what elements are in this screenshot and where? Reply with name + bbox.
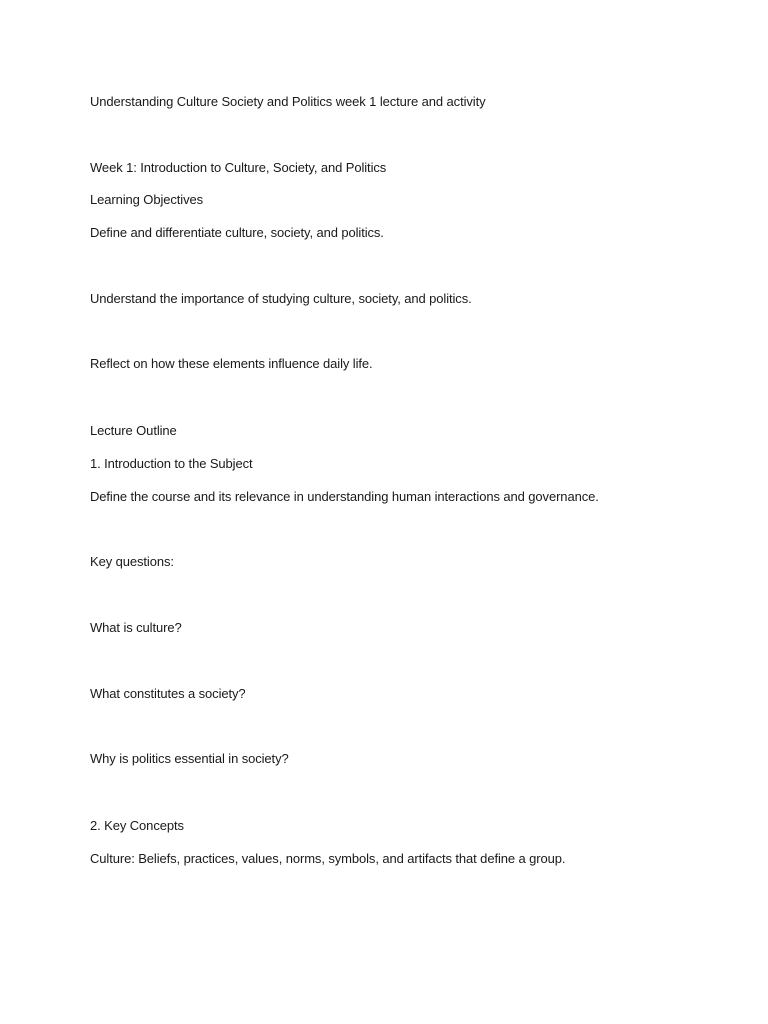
objective-item: Understand the importance of studying culture, society, and politics. bbox=[90, 291, 472, 306]
objective-item: Reflect on how these elements influence daily life. bbox=[90, 356, 373, 371]
section-description: Define the course and its relevance in understanding human interactions and governance. bbox=[90, 489, 599, 504]
key-question-item: What constitutes a society? bbox=[90, 686, 246, 701]
key-question-item: What is culture? bbox=[90, 620, 182, 635]
lecture-outline-heading: Lecture Outline bbox=[90, 423, 177, 438]
section-heading: 1. Introduction to the Subject bbox=[90, 456, 253, 471]
document-title: Understanding Culture Society and Politics week 1 lecture and activity bbox=[90, 94, 486, 109]
culture-definition: Culture: Beliefs, practices, values, norms, symbols, and artifacts that define a group. bbox=[90, 851, 566, 866]
learning-objectives-heading: Learning Objectives bbox=[90, 192, 203, 207]
section-heading: 2. Key Concepts bbox=[90, 818, 184, 833]
objective-item: Define and differentiate culture, society, and politics. bbox=[90, 225, 384, 240]
week-heading: Week 1: Introduction to Culture, Society, and Politics bbox=[90, 160, 387, 175]
key-questions-label: Key questions: bbox=[90, 554, 174, 569]
key-question-item: Why is politics essential in society? bbox=[90, 751, 289, 766]
